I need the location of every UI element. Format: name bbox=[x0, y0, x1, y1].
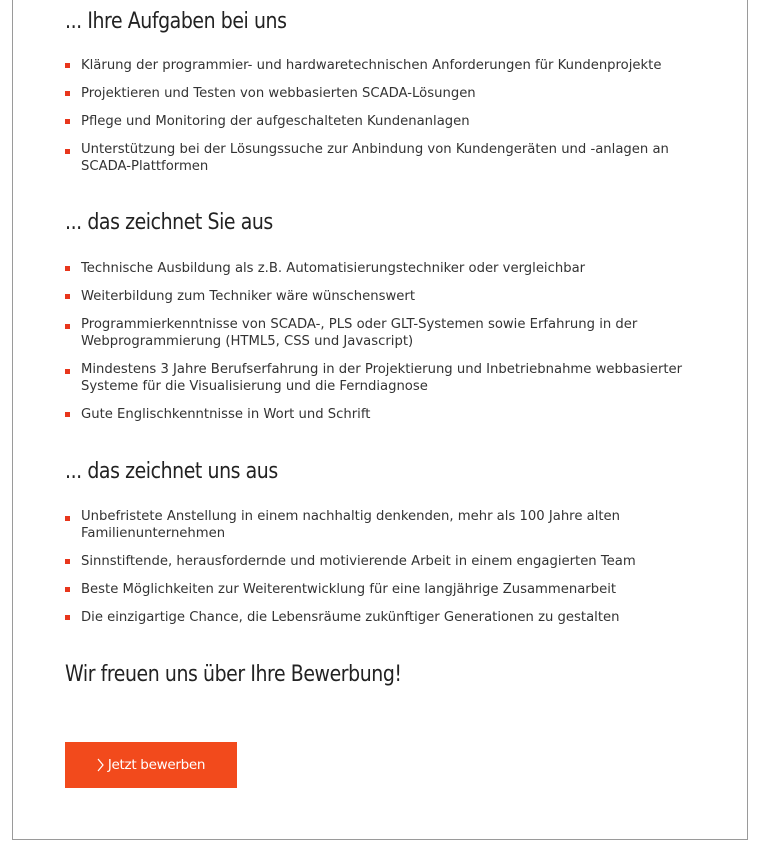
list-item: Weiterbildung zum Techniker wäre wünschenswert bbox=[65, 288, 685, 305]
section-title-benefits: ... das zeichnet uns aus bbox=[65, 459, 278, 484]
apply-button[interactable] bbox=[65, 742, 237, 788]
tasks-list bbox=[65, 57, 685, 186]
list-item: Mindestens 3 Jahre Berufserfahrung in der Projektierung und Inbetriebnahme webbasierter Systeme für die Visualisierung und die Ferndiagnose bbox=[65, 361, 685, 395]
bullet-square-icon bbox=[65, 119, 70, 124]
bullet-square-icon bbox=[65, 559, 70, 564]
bullet-square-icon bbox=[65, 91, 70, 96]
bullet-square-icon bbox=[65, 266, 70, 271]
section-title-tasks: ... Ihre Aufgaben bei uns bbox=[65, 9, 287, 34]
bullet-square-icon bbox=[65, 149, 70, 154]
chevron-right-icon bbox=[97, 758, 104, 772]
list-item: Sinnstiftende, herausfordernde und motivierende Arbeit in einem engagierten Team bbox=[65, 553, 685, 570]
apply-button-label: Jetzt bewerben bbox=[107, 757, 206, 773]
benefits-list bbox=[65, 508, 685, 637]
bullet-square-icon bbox=[65, 516, 70, 521]
list-item: Pflege und Monitoring der aufgeschalteten Kundenanlagen bbox=[65, 113, 685, 130]
bullet-square-icon bbox=[65, 615, 70, 620]
list-item: Projektieren und Testen von webbasierten SCADA-Lösungen bbox=[65, 85, 685, 102]
bullet-square-icon bbox=[65, 63, 70, 68]
list-item: Beste Möglichkeiten zur Weiterentwicklung für eine langjährige Zusammenarbeit bbox=[65, 581, 685, 598]
list-item: Programmierkenntnisse von SCADA-, PLS oder GLT-Systemen sowie Erfahrung in der Webprogrammierung (HTML5, CSS und Javascript) bbox=[65, 316, 685, 350]
bullet-square-icon bbox=[65, 324, 70, 329]
list-item: Technische Ausbildung als z.B. Automatisierungstechniker oder vergleichbar bbox=[65, 260, 685, 277]
section-title-requirements: ... das zeichnet Sie aus bbox=[65, 210, 273, 235]
requirements-list bbox=[65, 260, 685, 434]
list-item: Unterstützung bei der Lösungssuche zur Anbindung von Kundengeräten und -anlagen an SCADA-Plattformen bbox=[65, 141, 685, 175]
list-item: Die einzigartige Chance, die Lebensräume zukünftiger Generationen zu gestalten bbox=[65, 609, 685, 626]
list-item: Unbefristete Anstellung in einem nachhaltig denkenden, mehr als 100 Jahre alten Familienunternehmen bbox=[65, 508, 685, 542]
list-item: Gute Englischkenntnisse in Wort und Schrift bbox=[65, 406, 685, 423]
bullet-square-icon bbox=[65, 369, 70, 374]
bullet-square-icon bbox=[65, 412, 70, 417]
bullet-square-icon bbox=[65, 587, 70, 592]
closing-heading: Wir freuen uns über Ihre Bewerbung! bbox=[65, 662, 402, 687]
bullet-square-icon bbox=[65, 294, 70, 299]
list-item: Klärung der programmier- und hardwaretechnischen Anforderungen für Kundenprojekte bbox=[65, 57, 685, 74]
